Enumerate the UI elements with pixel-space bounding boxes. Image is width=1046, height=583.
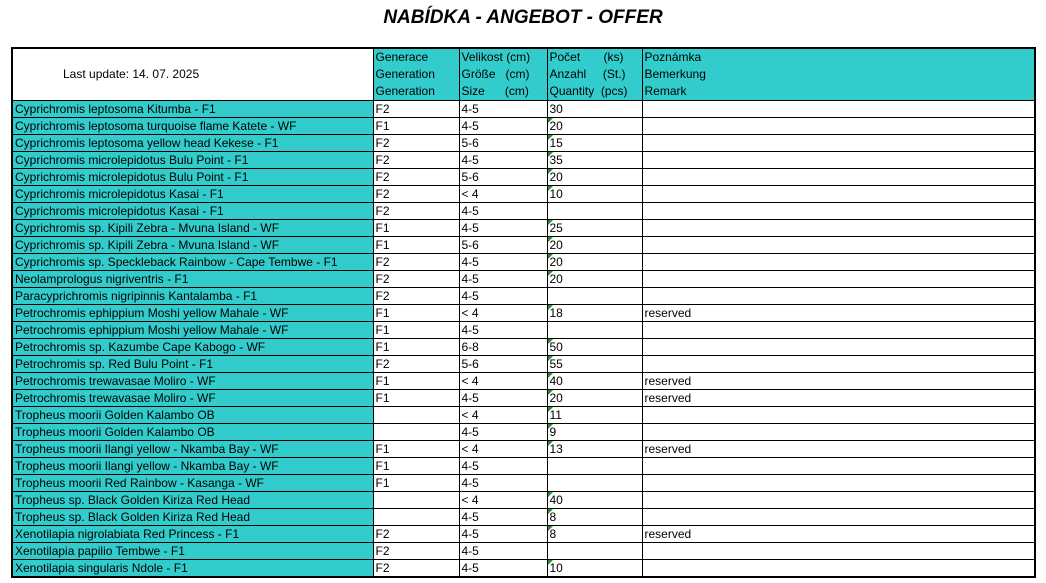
table-row bbox=[12, 424, 1035, 441]
quantity-cell: 20 bbox=[547, 271, 642, 288]
cell-comment-marker bbox=[548, 135, 553, 140]
size-cell: < 4 bbox=[459, 186, 547, 203]
quantity-cell bbox=[547, 475, 642, 492]
species-cell: Cyprichromis sp. Speckleback Rainbow - Cape Tembwe - F1 bbox=[12, 254, 373, 271]
table-row bbox=[12, 322, 1035, 339]
size-cell: < 4 bbox=[459, 373, 547, 390]
remark-cell bbox=[642, 407, 1035, 424]
generation-cell: F2 bbox=[373, 560, 459, 578]
quantity-cell: 20 bbox=[547, 237, 642, 254]
table-row bbox=[12, 407, 1035, 424]
remark-cell bbox=[642, 203, 1035, 220]
quantity-cell: 30 bbox=[547, 101, 642, 118]
species-cell: Petrochromis ephippium Moshi yellow Mahale - WF bbox=[12, 322, 373, 339]
quantity-cell bbox=[547, 458, 642, 475]
table-row bbox=[12, 441, 1035, 458]
table-row bbox=[12, 237, 1035, 254]
generation-cell: F1 bbox=[373, 305, 459, 322]
size-cell: < 4 bbox=[459, 407, 547, 424]
size-cell: 4-5 bbox=[459, 203, 547, 220]
cell-comment-marker bbox=[548, 220, 553, 225]
table-row bbox=[12, 305, 1035, 322]
quantity-cell: 18 bbox=[547, 305, 642, 322]
species-cell: Petrochromis sp. Kazumbe Cape Kabogo - WF bbox=[12, 339, 373, 356]
table-row bbox=[12, 152, 1035, 169]
header-remark-de: Bemerkung bbox=[644, 67, 706, 81]
table-row bbox=[12, 560, 1035, 578]
species-cell: Tropheus moorii Ilangi yellow - Nkamba Bay - WF bbox=[12, 458, 373, 475]
size-cell: 4-5 bbox=[459, 118, 547, 135]
species-cell: Xenotilapia nigrolabiata Red Princess - F1 bbox=[12, 526, 373, 543]
species-cell: Cyprichromis microlepidotus Kasai - F1 bbox=[12, 186, 373, 203]
header-remark-cz: Poznámka bbox=[644, 50, 702, 64]
table-row bbox=[12, 492, 1035, 509]
generation-cell: F1 bbox=[373, 390, 459, 407]
species-cell: Cyprichromis sp. Kipili Zebra - Mvuna Island - WF bbox=[12, 220, 373, 237]
generation-cell: F2 bbox=[373, 543, 459, 560]
table-row bbox=[12, 220, 1035, 237]
generation-cell: F2 bbox=[373, 101, 459, 118]
table-row bbox=[12, 186, 1035, 203]
cell-comment-marker bbox=[548, 237, 553, 242]
generation-cell: F1 bbox=[373, 237, 459, 254]
species-cell: Cyprichromis leptosoma turquoise flame Katete - WF bbox=[12, 118, 373, 135]
species-cell: Petrochromis ephippium Moshi yellow Mahale - WF bbox=[12, 305, 373, 322]
quantity-cell bbox=[547, 288, 642, 305]
header-generation-en: Generation bbox=[375, 84, 435, 98]
species-cell: Tropheus moorii Ilangi yellow - Nkamba Bay - WF bbox=[12, 441, 373, 458]
species-cell: Cyprichromis sp. Kipili Zebra - Mvuna Island - WF bbox=[12, 237, 373, 254]
quantity-cell: 10 bbox=[547, 560, 642, 578]
size-cell: 4-5 bbox=[459, 509, 547, 526]
generation-cell: F1 bbox=[373, 339, 459, 356]
generation-cell: F2 bbox=[373, 356, 459, 373]
species-cell: Tropheus sp. Black Golden Kiriza Red Head bbox=[12, 492, 373, 509]
header-size-en: Size (cm) bbox=[461, 84, 529, 98]
table-row bbox=[12, 118, 1035, 135]
header-quantity-cz: Počet (ks) bbox=[549, 50, 624, 64]
table-row bbox=[12, 101, 1035, 118]
header-size bbox=[459, 48, 547, 101]
species-cell: Cyprichromis microlepidotus Bulu Point - F1 bbox=[12, 152, 373, 169]
table-row bbox=[12, 390, 1035, 407]
cell-comment-marker bbox=[548, 305, 553, 310]
table-row bbox=[12, 373, 1035, 390]
quantity-cell: 25 bbox=[547, 220, 642, 237]
quantity-cell: 15 bbox=[547, 135, 642, 152]
generation-cell: F2 bbox=[373, 152, 459, 169]
quantity-cell: 11 bbox=[547, 407, 642, 424]
generation-cell bbox=[373, 492, 459, 509]
quantity-cell: 20 bbox=[547, 254, 642, 271]
size-cell: 4-5 bbox=[459, 560, 547, 578]
page-title: NABÍDKA - ANGEBOT - OFFER bbox=[383, 7, 663, 28]
quantity-cell: 40 bbox=[547, 492, 642, 509]
generation-cell: F1 bbox=[373, 220, 459, 237]
size-cell: 5-6 bbox=[459, 135, 547, 152]
generation-cell: F1 bbox=[373, 458, 459, 475]
table-row bbox=[12, 271, 1035, 288]
table-row bbox=[12, 356, 1035, 373]
size-cell: 5-6 bbox=[459, 237, 547, 254]
remark-cell bbox=[642, 237, 1035, 254]
species-cell: Petrochromis trewavasae Moliro - WF bbox=[12, 390, 373, 407]
remark-cell bbox=[642, 560, 1035, 578]
remark-cell bbox=[642, 458, 1035, 475]
species-cell: Cyprichromis leptosoma yellow head Kekese - F1 bbox=[12, 135, 373, 152]
table-row bbox=[12, 288, 1035, 305]
remark-cell bbox=[642, 186, 1035, 203]
cell-comment-marker bbox=[548, 271, 553, 276]
size-cell: 4-5 bbox=[459, 152, 547, 169]
remark-cell: reserved bbox=[642, 390, 1035, 407]
cell-comment-marker bbox=[548, 356, 553, 361]
size-cell: 4-5 bbox=[459, 220, 547, 237]
species-cell: Tropheus moorii Golden Kalambo OB bbox=[12, 424, 373, 441]
size-cell: 5-6 bbox=[459, 356, 547, 373]
species-cell: Xenotilapia papilio Tembwe - F1 bbox=[12, 543, 373, 560]
quantity-cell: 10 bbox=[547, 186, 642, 203]
cell-comment-marker bbox=[548, 169, 553, 174]
remark-cell: reserved bbox=[642, 305, 1035, 322]
header-generation-cz: Generace bbox=[375, 50, 429, 64]
cell-comment-marker bbox=[548, 424, 553, 429]
species-cell: Tropheus moorii Golden Kalambo OB bbox=[12, 407, 373, 424]
generation-cell: F2 bbox=[373, 526, 459, 543]
quantity-cell bbox=[547, 543, 642, 560]
cell-comment-marker bbox=[548, 373, 553, 378]
generation-cell: F1 bbox=[373, 118, 459, 135]
cell-comment-marker bbox=[548, 186, 553, 191]
header-quantity bbox=[547, 48, 642, 101]
remark-cell bbox=[642, 339, 1035, 356]
remark-cell bbox=[642, 118, 1035, 135]
generation-cell: F1 bbox=[373, 441, 459, 458]
size-cell: 4-5 bbox=[459, 526, 547, 543]
species-cell: Cyprichromis microlepidotus Bulu Point - F1 bbox=[12, 169, 373, 186]
table-row bbox=[12, 509, 1035, 526]
last-update-text: Last update: 14. 07. 2025 bbox=[63, 67, 200, 81]
remark-cell bbox=[642, 509, 1035, 526]
cell-comment-marker bbox=[548, 526, 553, 531]
remark-cell bbox=[642, 356, 1035, 373]
quantity-cell: 20 bbox=[547, 390, 642, 407]
header-generation-de: Generation bbox=[375, 67, 435, 81]
remark-cell bbox=[642, 135, 1035, 152]
cell-comment-marker bbox=[548, 560, 553, 565]
cell-comment-marker bbox=[548, 509, 553, 514]
size-cell: 4-5 bbox=[459, 390, 547, 407]
remark-cell bbox=[642, 271, 1035, 288]
offer-table-body bbox=[12, 48, 1035, 577]
remark-cell bbox=[642, 492, 1035, 509]
cell-comment-marker bbox=[548, 492, 553, 497]
header-quantity-en: Quantity (pcs) bbox=[549, 84, 628, 98]
generation-cell bbox=[373, 509, 459, 526]
species-cell: Paracyprichromis nigripinnis Kantalamba - F1 bbox=[12, 288, 373, 305]
table-row bbox=[12, 543, 1035, 560]
quantity-cell: 8 bbox=[547, 526, 642, 543]
species-cell: Xenotilapia singularis Ndole - F1 bbox=[12, 560, 373, 578]
cell-comment-marker bbox=[548, 339, 553, 344]
remark-cell: reserved bbox=[642, 373, 1035, 390]
size-cell: 4-5 bbox=[459, 458, 547, 475]
generation-cell: F2 bbox=[373, 186, 459, 203]
generation-cell: F1 bbox=[373, 373, 459, 390]
species-cell: Tropheus sp. Black Golden Kiriza Red Head bbox=[12, 509, 373, 526]
size-cell: 4-5 bbox=[459, 271, 547, 288]
table-row bbox=[12, 169, 1035, 186]
header-size-cz: Velikost (cm) bbox=[461, 50, 531, 64]
header-row bbox=[12, 48, 1035, 101]
generation-cell: F2 bbox=[373, 271, 459, 288]
quantity-cell: 40 bbox=[547, 373, 642, 390]
offer-table bbox=[11, 47, 1036, 578]
remark-cell bbox=[642, 220, 1035, 237]
species-cell: Tropheus moorii Red Rainbow - Kasanga - WF bbox=[12, 475, 373, 492]
size-cell: 4-5 bbox=[459, 543, 547, 560]
size-cell: < 4 bbox=[459, 441, 547, 458]
size-cell: 4-5 bbox=[459, 288, 547, 305]
remark-cell bbox=[642, 475, 1035, 492]
header-generation bbox=[373, 48, 459, 101]
remark-cell: reserved bbox=[642, 441, 1035, 458]
species-cell: Petrochromis sp. Red Bulu Point - F1 bbox=[12, 356, 373, 373]
table-row bbox=[12, 135, 1035, 152]
species-cell: Petrochromis trewavasae Moliro - WF bbox=[12, 373, 373, 390]
cell-comment-marker bbox=[548, 441, 553, 446]
cell-comment-marker bbox=[548, 254, 553, 259]
size-cell: 6-8 bbox=[459, 339, 547, 356]
quantity-cell: 13 bbox=[547, 441, 642, 458]
remark-cell: reserved bbox=[642, 526, 1035, 543]
generation-cell: F2 bbox=[373, 135, 459, 152]
size-cell: < 4 bbox=[459, 492, 547, 509]
quantity-cell: 8 bbox=[547, 509, 642, 526]
header-remark bbox=[642, 48, 1035, 101]
last-update-cell bbox=[12, 48, 373, 101]
table-row bbox=[12, 458, 1035, 475]
remark-cell bbox=[642, 543, 1035, 560]
cell-comment-marker bbox=[548, 118, 553, 123]
remark-cell bbox=[642, 169, 1035, 186]
size-cell: 4-5 bbox=[459, 101, 547, 118]
remark-cell bbox=[642, 152, 1035, 169]
quantity-cell: 35 bbox=[547, 152, 642, 169]
generation-cell bbox=[373, 407, 459, 424]
size-cell: < 4 bbox=[459, 305, 547, 322]
generation-cell: F2 bbox=[373, 169, 459, 186]
cell-comment-marker bbox=[548, 152, 553, 157]
header-quantity-de: Anzahl (St.) bbox=[549, 67, 626, 81]
species-cell: Neolamprologus nigriventris - F1 bbox=[12, 271, 373, 288]
generation-cell: F2 bbox=[373, 203, 459, 220]
cell-comment-marker bbox=[548, 390, 553, 395]
table-row bbox=[12, 339, 1035, 356]
species-cell: Cyprichromis leptosoma Kitumba - F1 bbox=[12, 101, 373, 118]
quantity-cell: 55 bbox=[547, 356, 642, 373]
remark-cell bbox=[642, 424, 1035, 441]
generation-cell bbox=[373, 424, 459, 441]
table-row bbox=[12, 254, 1035, 271]
remark-cell bbox=[642, 322, 1035, 339]
quantity-cell: 20 bbox=[547, 118, 642, 135]
generation-cell: F1 bbox=[373, 322, 459, 339]
size-cell: 4-5 bbox=[459, 424, 547, 441]
quantity-cell: 20 bbox=[547, 169, 642, 186]
size-cell: 4-5 bbox=[459, 475, 547, 492]
header-size-de: Größe (cm) bbox=[461, 67, 530, 81]
table-row bbox=[12, 475, 1035, 492]
size-cell: 5-6 bbox=[459, 169, 547, 186]
cell-comment-marker bbox=[548, 407, 553, 412]
generation-cell: F1 bbox=[373, 475, 459, 492]
remark-cell bbox=[642, 101, 1035, 118]
table-row bbox=[12, 203, 1035, 220]
size-cell: 4-5 bbox=[459, 254, 547, 271]
quantity-cell bbox=[547, 322, 642, 339]
generation-cell: F2 bbox=[373, 288, 459, 305]
generation-cell: F2 bbox=[373, 254, 459, 271]
quantity-cell: 50 bbox=[547, 339, 642, 356]
table-row bbox=[12, 526, 1035, 543]
header-remark-en: Remark bbox=[644, 84, 687, 98]
size-cell: 4-5 bbox=[459, 322, 547, 339]
remark-cell bbox=[642, 288, 1035, 305]
remark-cell bbox=[642, 254, 1035, 271]
quantity-cell bbox=[547, 203, 642, 220]
quantity-cell: 9 bbox=[547, 424, 642, 441]
species-cell: Cyprichromis microlepidotus Kasai - F1 bbox=[12, 203, 373, 220]
